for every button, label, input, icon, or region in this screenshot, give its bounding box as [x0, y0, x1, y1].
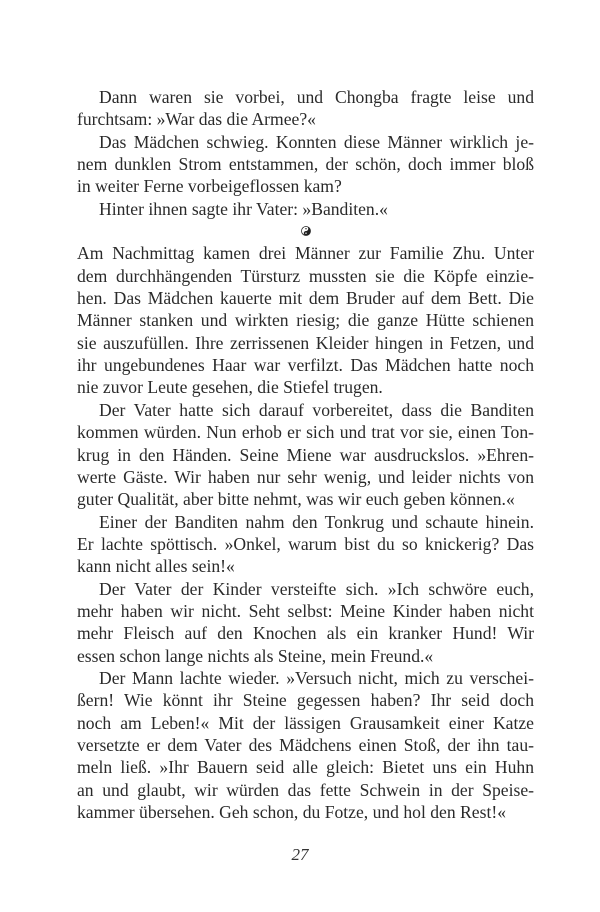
text-line: werte Gäste. Wir haben nur sehr wenig, und leider nichts von — [77, 466, 534, 487]
paragraph — [77, 667, 534, 823]
paragraph — [77, 131, 534, 198]
paragraph — [77, 198, 534, 220]
text-line: kann nicht alles sein!« — [77, 556, 235, 577]
text-line: mehr Fleisch auf den Knochen als ein kranker Hund! Wir — [77, 623, 534, 644]
section-after-break — [77, 242, 534, 823]
page-text-block — [77, 86, 534, 823]
paragraph — [77, 511, 534, 578]
text-line: an und glaubt, wir würden das fette Schwein in der Speise- — [77, 779, 534, 800]
text-line: krug in den Händen. Seine Miene war ausdruckslos. »Ehren- — [77, 444, 534, 465]
text-line: Männer stanken und wirkten riesig; die ganze Hütte schienen — [77, 310, 534, 331]
text-line: Am Nachmittag kamen drei Männer zur Familie Zhu. Unter — [77, 243, 534, 264]
text-line: noch am Leben!« Mit der lässigen Grausamkeit einer Katze — [77, 712, 534, 733]
paragraph — [77, 578, 534, 667]
text-line: ihr ungebundenes Haar war verfilzt. Das Mädchen hatte noch — [77, 355, 534, 376]
text-line: Hinter ihnen sagte ihr Vater: »Banditen.« — [99, 198, 388, 219]
text-line: mehr haben wir nicht. Seht selbst: Meine Kinder haben nicht — [77, 600, 534, 621]
text-line: in weiter Ferne vorbeigeflossen kam? — [77, 176, 342, 197]
section-break — [77, 220, 534, 242]
text-line: Der Mann lachte wieder. »Versuch nicht, mich zu verschei- — [99, 667, 534, 688]
section-before-break — [77, 86, 534, 220]
text-line: Einer der Banditen nahm den Tonkrug und schaute hinein. — [99, 511, 534, 532]
text-line: ßern! Wie könnt ihr Steine gegessen haben? Ihr seid doch — [77, 690, 534, 711]
text-line: Das Mädchen schwieg. Konnten diese Männer wirklich je- — [99, 131, 534, 152]
paragraph — [77, 86, 534, 131]
text-line: guter Qualität, aber bitte nehmt, was wir euch geben können.« — [77, 489, 515, 510]
text-line: nem dunklen Strom entstammen, der schön, doch immer bloß — [77, 154, 534, 175]
text-line: hen. Das Mädchen kauerte mit dem Bruder auf dem Bett. Die — [77, 288, 534, 309]
text-line: versetzte er dem Vater des Mädchens einen Stoß, der ihn tau- — [77, 734, 534, 755]
text-line: nie zuvor Leute gesehen, die Stiefel trugen. — [77, 377, 383, 398]
text-line: Er lachte spöttisch. »Onkel, warum bist du so knickerig? Das — [77, 533, 534, 554]
text-line: Der Vater der Kinder versteifte sich. »Ich schwöre euch, — [99, 578, 534, 599]
text-line: meln ließ. »Ihr Bauern seid alle gleich: Bietet uns ein Huhn — [77, 757, 534, 778]
text-line: sie auszufüllen. Ihre zerrissenen Kleider hingen in Fetzen, und — [77, 332, 534, 353]
text-line: essen schon lange nichts als Steine, mein Freund.« — [77, 645, 434, 666]
page-number: 27 — [291, 845, 309, 864]
text-line: furchtsam: »War das die Armee?« — [77, 109, 316, 130]
text-line: kommen würden. Nun erhob er sich und trat vor sie, einen Ton- — [77, 422, 534, 443]
text-line: kammer übersehen. Geh schon, du Fotze, und hol den Rest!« — [77, 802, 506, 822]
text-line: Der Vater hatte sich darauf vorbereitet, dass die Banditen — [99, 399, 534, 420]
paragraph — [77, 399, 534, 511]
text-line: dem durchhängenden Türsturz mussten sie die Köpfe einzie- — [77, 265, 534, 286]
yin-yang-icon — [301, 226, 311, 236]
text-line: Dann waren sie vorbei, und Chongba fragte leise und — [99, 87, 534, 107]
paragraph — [77, 242, 534, 398]
